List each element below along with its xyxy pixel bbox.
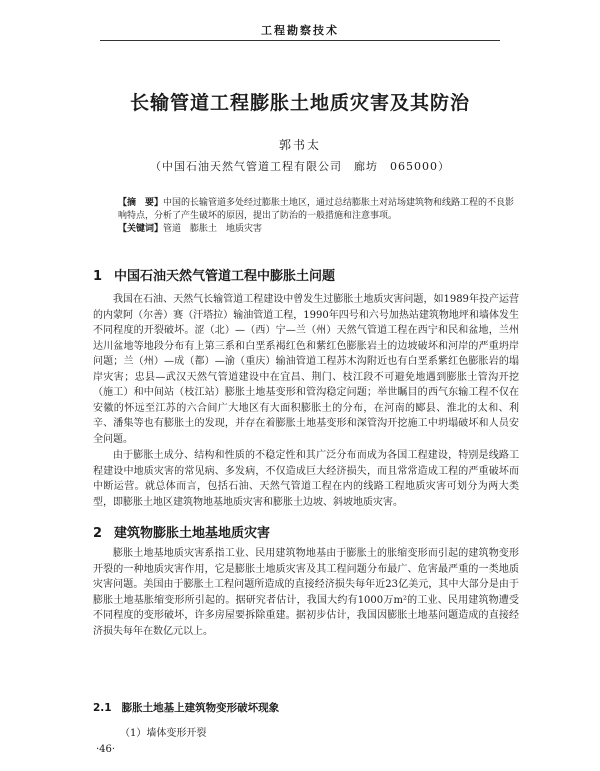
section-2-paragraph-1: 膨胀土地基地质灾害系指工业、民用建筑物地基由于膨胀土的胀缩变形而引起的建筑物变形开裂的一种地质灾害作用，它是膨胀土地质灾害及其工程问题分布最广、危害最严重的一类地质灾害问题。美国由于膨胀土工程问题所造成的直接经济损失每年近23亿美元，其中大部分是由于膨胀土地基胀缩变形所引起的。据研究者估计，我国大约有1000万m²的工业、民用建筑物遭受不同程度的变形破坏，许多房屋要拆除重建。据初步估计，我国因膨胀土地基问题造成的直接经济损失每年在数亿元以上。 — [93, 548, 519, 637]
section-title: 建筑物膨胀土地基地质灾害 — [114, 526, 271, 541]
subsection-2-1-heading — [93, 700, 279, 715]
keywords-label: 【关键词】 — [118, 224, 164, 234]
article-affiliation: （中国石油天然气管道工程有限公司 廊坊 065000） — [150, 160, 450, 173]
subsection-number: 2.1 — [93, 702, 112, 714]
abstract-text: 中国的长输管道多处经过膨胀土地区，通过总结膨胀土对站场建筑物和线路工程的不良影响特点，分析了产生破坏的原因，提出了防治的一般措施和注意事项。 — [118, 198, 515, 221]
article-author: 郭书太 — [278, 138, 321, 152]
abstract-block — [118, 197, 518, 236]
section-2-heading — [93, 522, 270, 541]
running-header: 工程勘察技术 — [261, 24, 339, 37]
abstract-label: 【摘 要】 — [118, 198, 164, 208]
section-number: 1 — [93, 269, 103, 284]
subsubsection-heading: （1）墙体变形开裂 — [120, 728, 207, 739]
abstract-body — [118, 197, 518, 223]
section-1-heading — [93, 265, 335, 284]
subsection-title: 膨胀土地基上建筑物变形破坏现象 — [121, 702, 280, 714]
page-number: ·46· — [96, 744, 116, 755]
keywords-text: 管道 膨胀土 地质灾害 — [163, 224, 263, 234]
section-number: 2 — [93, 526, 103, 541]
section-title: 中国石油天然气管道工程中膨胀土问题 — [114, 269, 336, 284]
section-1-paragraph-1: 我国在石油、天然气长输管道工程建设中曾发生过膨胀土地质灾害问题，如1989年投产运营的内蒙阿（尔善）赛（汗塔拉）输油管道工程，1990年四号和六号加热站建筑物地坪和墙体发生不同程度的开裂破坏。涩（北）—（西）宁—兰（州）天然气管道工程在西宁和民和盆地，兰州达川盆地等地段分布有上第三系和白垩系褐红色和紫红色膨胀岩土的边坡破坏和河岸的严重坍岸问题；兰（州）—成（都）—渝（重庆）输油管道工程苏木沟附近也有白垩系紫红色膨胀岩的塌岸灾害；忠县—武汉天然气管道建设中在宜昌、荆门、枝江段不可避免地遇到膨胀土管沟开挖（施工）和中间站（枝江站）膨胀土地基变形和管沟稳定问题；举世瞩目的西气东输工程不仅在安徽的怀远至江苏的六合间广大地区有大面积膨胀土的分布，在河南的郾县、淮北的太和、利辛、潘集等也有膨胀土的发现，并存在着膨胀土地基变形和深管沟开挖施工中坍塌破坏和人员安全问题。 — [93, 294, 519, 445]
article-title: 长输管道工程膨胀土地质灾害及其防治 — [129, 92, 470, 114]
section-1-paragraph-2: 由于膨胀土成分、结构和性质的不稳定性和其广泛分布而成为各国工程建设，特别是线路工程建设中地质灾害的常见病、多发病，不仅造成巨大经济损失，而且常常造成工程的严重破坏而中断运营。就总体而言，包括石油、天然气管道工程在内的线路工程地质灾害可划分为两大类型，即膨胀土地区建筑物地基地质灾害和膨胀土边坡、斜坡地质灾害。 — [93, 450, 519, 508]
keywords-line — [118, 223, 518, 236]
header-divider — [100, 40, 500, 41]
